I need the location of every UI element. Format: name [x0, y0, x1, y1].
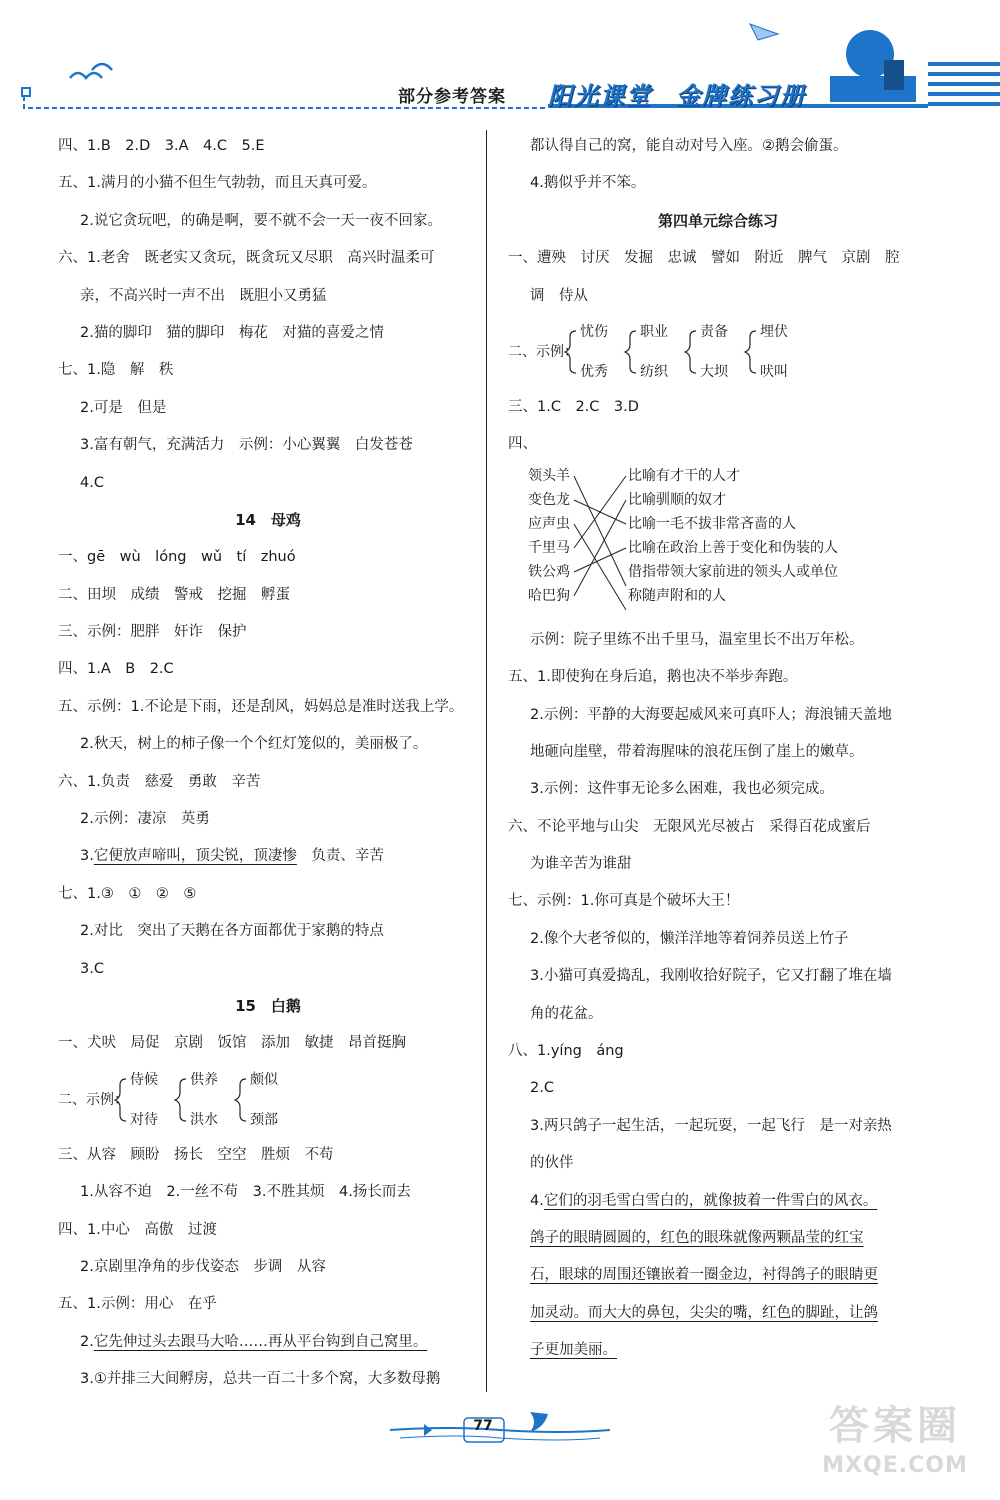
answer-line [58, 838, 478, 875]
brand-part-2: 金牌练习册 [676, 82, 806, 110]
answer-line: 都认得自己的窝，能自动对号入座。②鹅会偷蛋。 [530, 138, 848, 154]
underlined-answer: 子更加美丽。 [530, 1342, 617, 1359]
answer-line: 三、从容 顾盼 扬长 空空 胜烦 不苟 [58, 1146, 334, 1163]
group-word: 大坝 [700, 363, 728, 380]
underlined-answer: 它们的羽毛雪白雪白的，就像披着一件雪白的风衣。 [543, 1192, 878, 1209]
answer-line: 的伙伴 [530, 1155, 574, 1172]
header-brand [548, 76, 806, 111]
word-group-brackets [508, 315, 928, 389]
answer-line: 六、1.老舍 既老实又贪玩，既贪玩又尽职 高兴时温柔可 [58, 250, 435, 267]
underlined-answer: 鸽子的眼睛圆圆的，红色的眼珠就像两颗晶莹的红宝 [530, 1229, 864, 1246]
watermark-url: MXQE.COM [822, 1453, 968, 1478]
group-word: 供养 [190, 1071, 218, 1088]
answer-line: 四、1.B 2.D 3.A 4.C 5.E [58, 138, 265, 154]
underlined-answer: 它便放声啼叫，顶尖锐，顶凄惨 [93, 848, 297, 865]
watermark-logo-text: 答案圈 [829, 1403, 961, 1449]
match-meaning: 称随声附和的人 [628, 587, 726, 604]
match-term: 应声虫 [528, 515, 570, 532]
answer-line: 角的花盆。 [530, 1005, 603, 1022]
underlined-answer: 它先伸过头去跟马大哈……再从平台钩到自己窝里。 [93, 1333, 428, 1350]
answer-line: 五、1.即使狗在身后追，鹅也决不举步奔跑。 [508, 669, 798, 686]
left-column [58, 128, 478, 1399]
answer-line: 四、1.A B 2.C [58, 661, 174, 678]
item-number: 4. [530, 1192, 544, 1209]
match-term: 哈巴狗 [528, 587, 570, 604]
answer-line: 3.小猫可真爱捣乱，我刚收拾好院子，它又打翻了堆在墙 [530, 968, 892, 985]
group-word: 对待 [130, 1111, 158, 1128]
answer-line: 2.猫的脚印 猫的脚印 梅花 对猫的喜爱之情 [80, 324, 384, 341]
answer-line: 3.富有朝气，充满活力 示例：小心翼翼 白发苍苍 [80, 437, 413, 454]
underlined-answer: 石，眼球的周围还镶嵌着一圈金边，衬得鸽子的眼睛更 [530, 1267, 878, 1284]
answer-line: 2.示例：平静的大海要起威风来可真吓人；海浪铺天盖地 [530, 706, 892, 723]
answer-line: 为谁辛苦为谁甜 [530, 856, 632, 873]
answer-line: 七、1.③ ① ② ⑤ [58, 885, 197, 902]
page-number: 77 [473, 1418, 493, 1434]
brand-part-1: 阳光课堂 [548, 82, 652, 110]
group-word: 颈部 [250, 1111, 278, 1128]
answer-line: 八、1.yíng áng [508, 1043, 624, 1060]
group-word: 忧伤 [580, 323, 608, 340]
answer-line: 4.鹅似乎并不笨。 [530, 175, 646, 192]
answer-line: 1.从容不迫 2.一丝不苟 3.不胜其烦 4.扬长而去 [80, 1184, 411, 1201]
group-word: 洪水 [190, 1111, 218, 1128]
group-word: 吠叫 [760, 363, 788, 380]
underlined-answer: 加灵动。而大大的鼻包，尖尖的嘴，红色的脚趾，让鸽 [530, 1304, 878, 1321]
answer-line: 2.秋天，树上的柿子像一个个红灯笼似的，美丽极了。 [80, 736, 428, 753]
answer-line: 一、遭殃 讨厌 发掘 忠诚 譬如 附近 脾气 京剧 腔 [508, 250, 900, 267]
answer-line: 4.C [80, 474, 104, 491]
answer-line: 六、不论平地与山尖 无限风光尽被占 采得百花成蜜后 [508, 818, 871, 835]
group-word: 埋伏 [760, 323, 788, 340]
match-meaning: 比喻在政治上善于变化和伪装的人 [628, 539, 838, 556]
group-word: 责备 [700, 323, 728, 340]
column-divider [486, 130, 487, 1392]
match-meaning: 比喻一毛不拔非常吝啬的人 [628, 515, 796, 532]
answer-line: 2.示例：凄凉 英勇 [80, 811, 210, 828]
item-number: 3. [80, 848, 94, 865]
answer-text: 负责、辛苦 [296, 848, 384, 865]
match-term: 铁公鸡 [528, 563, 570, 580]
answer-line: 三、示例：肥胖 奸诈 保护 [58, 624, 247, 641]
group-word: 职业 [640, 323, 668, 340]
right-column [508, 128, 928, 1370]
matching-exercise [508, 464, 928, 622]
answer-line: 调 侍从 [530, 287, 588, 304]
lesson-title: 14 母鸡 [235, 510, 301, 529]
group-word: 纺织 [640, 363, 668, 380]
answer-line [508, 1183, 928, 1220]
answer-line: 六、1.负责 慈爱 勇敢 辛苦 [58, 773, 261, 790]
item-number: 2. [80, 1333, 94, 1350]
answer-line: 2.可是 但是 [80, 399, 167, 416]
answer-line: 示例：院子里练不出千里马，温室里长不出万年松。 [530, 631, 864, 648]
match-term: 领头羊 [528, 467, 570, 484]
page-footer [380, 1402, 620, 1452]
header-title: 部分参考答案 [398, 87, 506, 107]
answer-line: 2.说它贪玩吧，的确是啊，要不就不会一天一夜不回家。 [80, 212, 442, 229]
answer-line [58, 1324, 478, 1361]
match-meaning: 比喻驯顺的奴才 [628, 491, 726, 508]
match-term: 千里马 [528, 539, 570, 556]
answer-line: 2.京剧里净角的步伐姿态 步调 从容 [80, 1258, 326, 1275]
watermark [800, 1400, 990, 1480]
answer-line: 二、田坝 成绩 警戒 挖掘 孵蛋 [58, 586, 290, 603]
answer-line: 2.C [530, 1080, 554, 1097]
answer-line: 五、1.示例：用心 在乎 [58, 1296, 217, 1313]
answer-line: 三、1.C 2.C 3.D [508, 398, 639, 415]
answer-line: 七、1.隐 解 秩 [58, 362, 174, 379]
answer-line: 3.C [80, 960, 104, 977]
match-meaning: 比喻有才干的人才 [628, 467, 740, 484]
page-header [0, 0, 1000, 120]
match-term: 变色龙 [528, 491, 570, 508]
answer-line: 五、1.满月的小猫不但生气勃勃，而且天真可爱。 [58, 175, 377, 192]
answer-line: 五、示例：1.不论是下雨，还是刮风，妈妈总是准时送我上学。 [58, 698, 464, 715]
answer-line: 四、1.中心 高傲 过渡 [58, 1221, 217, 1238]
answer-line: 一、gē wù lóng wǔ tí zhuó [58, 549, 296, 566]
answer-line: 3.①并排三大间孵房，总共一百二十多个窝，大多数母鹅 [80, 1371, 441, 1388]
answer-line: 地砸向崖壁，带着海腥味的浪花压倒了崖上的嫩草。 [530, 743, 864, 760]
answer-line: 3.两只鸽子一起生活，一起玩耍，一起飞行 是一对亲热 [530, 1117, 892, 1134]
footer-decoration [380, 1402, 620, 1452]
answer-line: 2.对比 突出了天鹅在各方面都优于家鹅的特点 [80, 923, 384, 940]
group-prefix: 二、示例： [508, 343, 578, 360]
answer-line: 3.示例：这件事无论多么困难，我也必须完成。 [530, 781, 834, 798]
match-meaning: 借指带领大家前进的领头人或单位 [628, 563, 838, 580]
unit-title: 第四单元综合练习 [657, 211, 778, 230]
word-group-brackets [58, 1063, 478, 1137]
group-prefix: 二、示例： [58, 1091, 128, 1108]
group-word: 颇似 [250, 1071, 278, 1088]
answer-line: 七、示例：1.你可真是个破坏大王！ [508, 893, 740, 910]
answer-line: 亲，不高兴时一声不出 既胆小又勇猛 [80, 287, 327, 304]
answer-line: 2.像个大老爷似的，懒洋洋地等着饲养员送上竹子 [530, 930, 849, 947]
answer-line: 一、犬吠 局促 京剧 饭馆 添加 敏捷 昂首挺胸 [58, 1035, 406, 1052]
group-word: 侍候 [130, 1071, 158, 1088]
lesson-title: 15 白鹅 [235, 996, 301, 1015]
answer-line: 四、 [508, 436, 537, 453]
group-word: 优秀 [580, 363, 608, 380]
